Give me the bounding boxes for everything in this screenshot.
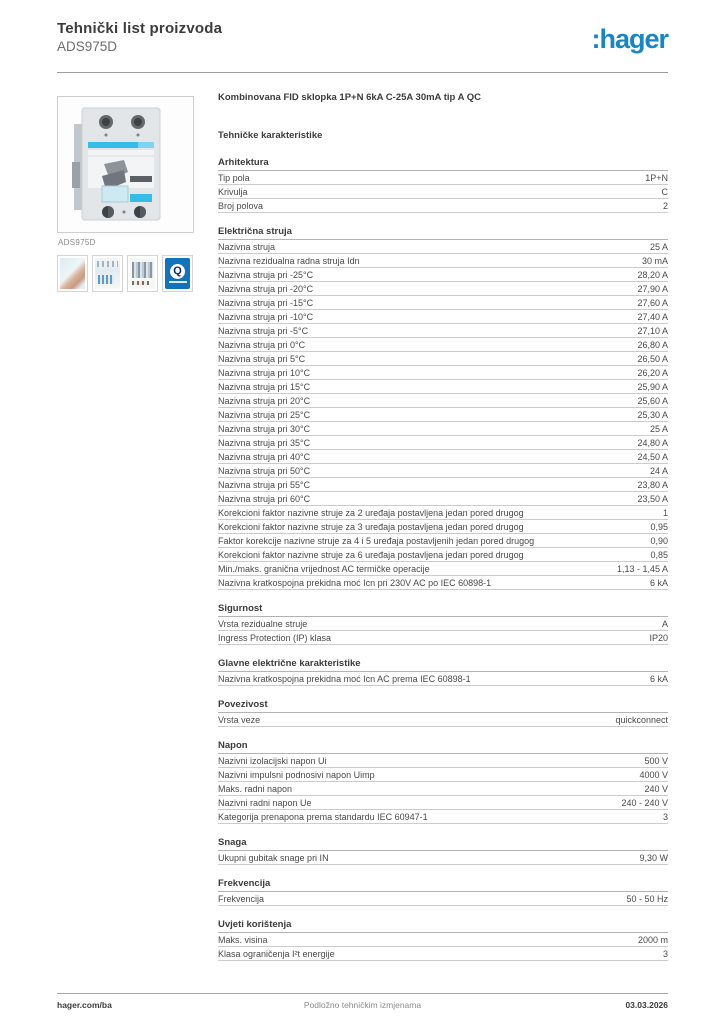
row-value: 23,50 A [637, 494, 668, 504]
row-label: Nazivni radni napon Ue [218, 798, 312, 808]
table-row [218, 450, 668, 464]
row-value: 27,60 A [637, 298, 668, 308]
row-value: 27,40 A [637, 312, 668, 322]
row-value: 27,10 A [637, 326, 668, 336]
table-row [218, 171, 668, 185]
table-row [218, 199, 668, 213]
row-value: 0,95 [650, 522, 668, 532]
header-divider [57, 72, 668, 73]
section-title: Uvjeti korištenja [218, 919, 668, 933]
row-value: 0,85 [650, 550, 668, 560]
row-label: Nazivna struja pri 15°C [218, 382, 311, 392]
table-row [218, 310, 668, 324]
row-label: Nazivni impulsni podnosivi napon Uimp [218, 770, 375, 780]
row-value: 3 [662, 949, 668, 959]
table-row [218, 617, 668, 631]
row-label: Nazivni izolacijski napon Ui [218, 756, 327, 766]
section-title: Frekvencija [218, 878, 668, 892]
footer-divider [57, 993, 668, 994]
table-row [218, 492, 668, 506]
row-label: Nazivna struja pri 0°C [218, 340, 306, 350]
row-label: Nazivna struja pri -25°C [218, 270, 314, 280]
row-label: Korekcioni faktor nazivne struje za 2 uređaja postavljena jedan pored drugog [218, 508, 524, 518]
table-row [218, 338, 668, 352]
row-value: 50 - 50 Hz [626, 894, 668, 904]
page-title: Tehnički list proizvoda [57, 20, 223, 37]
row-label: Nazivna struja pri -5°C [218, 326, 309, 336]
page-footer [57, 1000, 668, 1010]
section-title: Električna struja [218, 226, 668, 240]
section-title: Sigurnost [218, 603, 668, 617]
section-title: Napon [218, 740, 668, 754]
page-header [57, 20, 668, 54]
thumbnail-row [57, 255, 194, 292]
row-label: Nazivna struja pri 55°C [218, 480, 311, 490]
table-row [218, 576, 668, 590]
distribution-board-photo-thumbnail[interactable] [92, 255, 123, 292]
row-value: 27,90 A [637, 284, 668, 294]
table-row [218, 296, 668, 310]
row-label: Nazivna struja pri 25°C [218, 410, 311, 420]
row-label: Maks. visina [218, 935, 268, 945]
spec-section [218, 740, 668, 824]
row-value: 240 - 240 V [621, 798, 668, 808]
table-row [218, 810, 668, 824]
row-label: Min./maks. granična vrijednost AC termičke operacije [218, 564, 430, 574]
row-label: Korekcioni faktor nazivne struje za 6 uređaja postavljena jedan pored drugog [218, 550, 524, 560]
row-label: Nazivna struja [218, 242, 276, 252]
quickconnect-logo-icon [165, 258, 190, 289]
row-value: IP20 [649, 633, 668, 643]
row-value: 6 kA [649, 674, 668, 684]
row-label: Vrsta veze [218, 715, 261, 725]
quickconnect-q-letter: Q [170, 264, 185, 279]
spec-section [218, 226, 668, 590]
row-value: 24,80 A [637, 438, 668, 448]
table-row [218, 380, 668, 394]
table-row [218, 506, 668, 520]
row-value: 9,30 W [639, 853, 668, 863]
product-photo-caption: ADS975D [58, 238, 96, 247]
row-label: Faktor korekcije nazivne struje za 4 i 5 uređaja postavljenih jedan pored drugog [218, 536, 535, 546]
row-value: 25,30 A [637, 410, 668, 420]
row-label: Ingress Protection (IP) klasa [218, 633, 332, 643]
table-row [218, 534, 668, 548]
row-value: 28,20 A [637, 270, 668, 280]
spec-section [218, 157, 668, 213]
row-label: Nazivna kratkospojna prekidna moć Icn AC prema IEC 60898-1 [218, 674, 471, 684]
row-label: Nazivna struja pri 5°C [218, 354, 306, 364]
row-value: 24,50 A [637, 452, 668, 462]
row-label: Nazivna struja pri -15°C [218, 298, 314, 308]
row-value: 23,80 A [637, 480, 668, 490]
table-row [218, 562, 668, 576]
row-value: 1P+N [645, 173, 668, 183]
row-label: Klasa ograničenja I²t energije [218, 949, 335, 959]
row-value: 500 V [644, 756, 668, 766]
table-row [218, 282, 668, 296]
row-label: Tip pola [218, 173, 250, 183]
product-description-title: Kombinovana FID sklopka 1P+N 6kA C-25A 30mA tip A QC [218, 92, 481, 103]
table-row [218, 408, 668, 422]
row-label: Kategorija prenapona prema standardu IEC 60947-1 [218, 812, 428, 822]
section-title: Arhitektura [218, 157, 668, 171]
product-range-photo-thumbnail[interactable] [127, 255, 158, 292]
product-photo [57, 96, 194, 233]
table-row [218, 478, 668, 492]
table-row [218, 768, 668, 782]
table-row [218, 754, 668, 768]
row-value: 0,90 [650, 536, 668, 546]
row-value: 1,13 - 1,45 A [616, 564, 668, 574]
row-value: 2000 m [637, 935, 668, 945]
row-value: 24 A [649, 466, 668, 476]
row-label: Nazivna struja pri 10°C [218, 368, 311, 378]
table-row [218, 185, 668, 199]
quickconnect-logo-thumbnail[interactable] [162, 255, 193, 292]
row-label: Nazivna rezidualna radna struja Idn [218, 256, 360, 266]
spec-section [218, 837, 668, 865]
row-label: Maks. radni napon [218, 784, 293, 794]
row-value: 25 A [649, 424, 668, 434]
section-title: Glavne električne karakteristike [218, 658, 668, 672]
specifications-column [218, 90, 668, 974]
table-row [218, 851, 668, 865]
table-row [218, 436, 668, 450]
main-content [57, 90, 668, 974]
installation-photo-thumbnail[interactable] [57, 255, 88, 292]
row-value: A [661, 619, 668, 629]
row-value: 2 [662, 201, 668, 211]
spec-section [218, 658, 668, 686]
row-label: Nazivna kratkospojna prekidna moć Icn pri 230V AC po IEC 60898-1 [218, 578, 492, 588]
row-label: Vrsta rezidualne struje [218, 619, 308, 629]
table-row [218, 548, 668, 562]
product-reference: ADS975D [57, 39, 118, 54]
spec-section [218, 603, 668, 645]
row-value: 6 kA [649, 578, 668, 588]
row-value: 240 V [644, 784, 668, 794]
row-label: Nazivna struja pri -20°C [218, 284, 314, 294]
hager-logo: :hager [591, 24, 668, 54]
row-value: 26,80 A [637, 340, 668, 350]
row-label: Nazivna struja pri 60°C [218, 494, 311, 504]
technical-characteristics-heading: Tehničke karakteristike [218, 130, 323, 141]
row-value: 25,60 A [637, 396, 668, 406]
row-label: Frekvencija [218, 894, 265, 904]
row-label: Krivulja [218, 187, 248, 197]
table-row [218, 713, 668, 727]
row-value: 25,90 A [637, 382, 668, 392]
footer-website-link[interactable]: hager.com/ba [57, 1000, 112, 1010]
spec-section [218, 699, 668, 727]
table-row [218, 672, 668, 686]
table-row [218, 366, 668, 380]
row-value: 30 mA [641, 256, 668, 266]
footer-disclaimer: Podložno tehničkim izmjenama [303, 1000, 422, 1010]
table-row [218, 394, 668, 408]
table-row [218, 324, 668, 338]
row-label: Nazivna struja pri 35°C [218, 438, 311, 448]
quickconnect-logo-text [169, 281, 187, 283]
section-title: Snaga [218, 837, 668, 851]
table-row [218, 631, 668, 645]
table-row [218, 892, 668, 906]
row-label: Ukupni gubitak snage pri IN [218, 853, 329, 863]
section-title: Povezivost [218, 699, 668, 713]
table-row [218, 947, 668, 961]
table-row [218, 352, 668, 366]
row-label: Nazivna struja pri 40°C [218, 452, 311, 462]
row-label: Nazivna struja pri -10°C [218, 312, 314, 322]
row-value: 4000 V [639, 770, 668, 780]
table-row [218, 268, 668, 282]
row-label: Nazivna struja pri 30°C [218, 424, 311, 434]
table-row [218, 933, 668, 947]
row-label: Broj polova [218, 201, 264, 211]
row-label: Nazivna struja pri 20°C [218, 396, 311, 406]
spec-section [218, 919, 668, 961]
row-label: Korekcioni faktor nazivne struje za 3 uređaja postavljena jedan pored drugog [218, 522, 524, 532]
table-row [218, 254, 668, 268]
table-row [218, 520, 668, 534]
spec-sections [218, 157, 668, 961]
table-row [218, 464, 668, 478]
table-row [218, 240, 668, 254]
row-value: 26,50 A [637, 354, 668, 364]
installation-photo [60, 258, 85, 289]
row-label: Nazivna struja pri 50°C [218, 466, 311, 476]
footer-date: 03.03.2026 [625, 1000, 668, 1010]
row-value: 26,20 A [637, 368, 668, 378]
product-range-photo [130, 258, 155, 289]
product-media-column [57, 90, 194, 974]
table-row [218, 782, 668, 796]
row-value: quickconnect [615, 715, 668, 725]
distribution-board-photo [95, 258, 120, 289]
rcbo-device-illustration [66, 102, 186, 227]
table-row [218, 796, 668, 810]
row-value: 3 [662, 812, 668, 822]
table-row [218, 422, 668, 436]
spec-section [218, 878, 668, 906]
row-value: 25 A [649, 242, 668, 252]
row-value: 1 [662, 508, 668, 518]
row-value: C [661, 187, 668, 197]
